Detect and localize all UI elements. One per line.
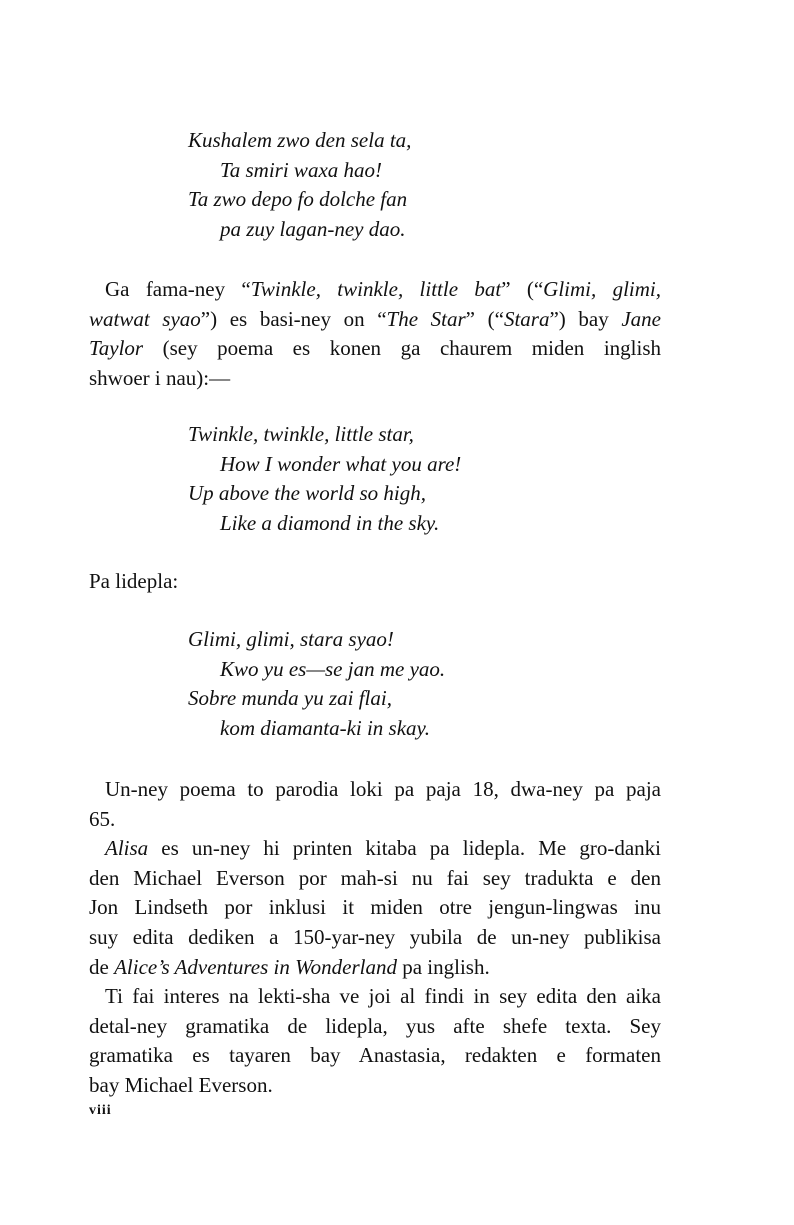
poem-line: Up above the world so high, — [188, 481, 426, 506]
text-line — [89, 953, 661, 983]
poem-kushalem — [89, 126, 661, 244]
pa-lidepla-label — [89, 567, 661, 597]
italic-text: Twinkle, twinkle, little bat — [250, 277, 502, 301]
text-run: suy edita dediken a 150-yar-ney yubila de un-ney publikisa — [89, 924, 661, 949]
text-line — [89, 982, 661, 1012]
text-run: Jon Lindseth por inklusi it miden otre jengun-lingwas inu — [89, 895, 661, 920]
text-run: 65. — [89, 806, 116, 831]
text-run: shwoer i nau):— — [89, 365, 231, 390]
text-line — [89, 1071, 661, 1101]
text-run: den Michael Everson por mah-si nu fai sey tradukta e den — [89, 865, 661, 890]
text-run: Un-ney poema to parodia loki pa paja 18, dwa-ney pa paja — [105, 777, 661, 801]
poem-twinkle-english — [89, 420, 661, 538]
text-line — [89, 834, 661, 864]
poem-line: Like a diamond in the sky. — [220, 510, 440, 535]
text-line — [89, 1012, 661, 1042]
italic-text: Jane — [621, 306, 661, 331]
text-run: Ga fama-ney “ — [105, 277, 251, 301]
italic-text: watwat syao — [89, 306, 201, 331]
text-run: pa inglish. — [396, 954, 490, 979]
text-line — [89, 775, 661, 805]
poem-line: Ta zwo depo fo dolche fan — [188, 187, 408, 212]
text-run: detal-ney gramatika de lidepla, yus afte shefe texta. Sey — [89, 1013, 661, 1038]
text-line: Pa lidepla: — [89, 569, 179, 593]
text-line — [89, 805, 661, 835]
poem-line: Kwo yu es—se jan me yao. — [220, 656, 446, 681]
text-line — [89, 334, 661, 364]
italic-text: Alice’s Adventures in Wonderland — [114, 954, 397, 979]
text-run: es un-ney hi printen kitaba pa lidepla. Me gro-danki — [148, 836, 661, 861]
text-line — [89, 1041, 661, 1071]
text-line — [89, 305, 661, 335]
italic-text: Glimi, glimi, — [543, 277, 661, 301]
text-run: ” (“ — [465, 306, 504, 331]
page-number: viii — [89, 1103, 112, 1118]
italic-text: Alisa — [105, 836, 149, 861]
text-run: Ti fai interes na lekti-sha ve joi al findi in sey edita den aika — [105, 984, 661, 1009]
italic-text: Stara — [503, 306, 550, 331]
poem-line: pa zuy lagan-ney dao. — [220, 216, 406, 241]
text-line — [89, 275, 661, 305]
text-line — [89, 923, 661, 953]
text-run: de — [89, 954, 115, 979]
poem-line: Ta smiri waxa hao! — [220, 157, 383, 182]
text-run: bay Michael Everson. — [89, 1072, 273, 1097]
poem-line: Sobre munda yu zai flai, — [188, 686, 392, 711]
italic-text: The Star — [386, 306, 466, 331]
text-line — [89, 864, 661, 894]
poem-line: kom diamanta-ki in skay. — [220, 715, 430, 740]
text-line — [89, 364, 661, 394]
poem-line: Kushalem zwo den sela ta, — [188, 128, 412, 152]
text-run: ”) es basi-ney on “ — [200, 306, 387, 331]
text-run: ” (“ — [501, 277, 544, 301]
poem-glimi-lidepla — [89, 625, 661, 743]
paragraph-twinkle-origin — [89, 275, 661, 393]
text-run: gramatika es tayaren bay Anastasia, redakten e formaten — [89, 1043, 661, 1068]
poem-line: Glimi, glimi, stara syao! — [188, 627, 394, 651]
italic-text: Taylor — [89, 336, 144, 361]
paragraph-closing — [89, 775, 661, 1101]
poem-line: How I wonder what you are! — [220, 451, 462, 476]
text-run: (sey poema es konen ga chaurem miden inglish — [143, 336, 661, 361]
poem-line: Twinkle, twinkle, little star, — [188, 422, 414, 446]
text-run: ”) bay — [549, 306, 622, 331]
text-line — [89, 893, 661, 923]
